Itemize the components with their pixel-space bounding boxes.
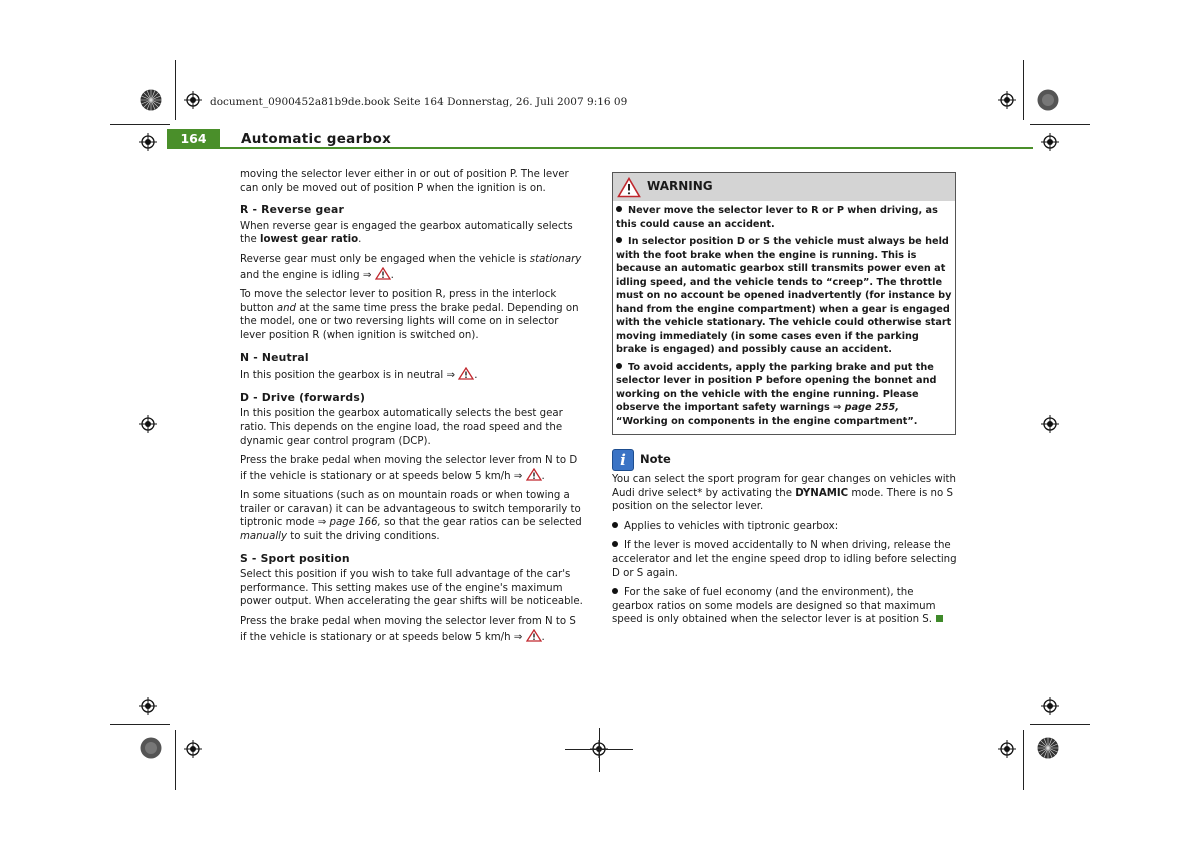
- paragraph: [612, 473, 957, 514]
- text: In this position the gearbox is in neutral ⇒: [240, 370, 459, 382]
- crop-mark: [599, 728, 600, 772]
- note-header: [612, 449, 957, 471]
- text: You can select the sport program for gear changes on vehicles with Audi drive select* by activating the: [612, 474, 957, 499]
- paragraph: [240, 489, 585, 543]
- warning-triangle-icon: [617, 177, 641, 198]
- text: at the same time press the brake pedal. Depending on the model, one or two reversing lights will come on in selector lever position R (when ignition is switched on).: [240, 302, 579, 341]
- emphasis: DYNAMIC: [795, 487, 849, 499]
- registration-mark-icon: [139, 697, 157, 715]
- text: To avoid accidents, apply the parking brake and put the selector lever in position P before opening the bonnet and working on the vehicle with the engine running. Please observe the important safety warnings ⇒: [616, 361, 937, 413]
- warning-reference-icon: [458, 367, 474, 380]
- page-number: 164: [180, 131, 207, 146]
- warning-item: [616, 235, 952, 357]
- warning-item: [616, 361, 952, 429]
- crop-mark: [1023, 730, 1024, 790]
- bullet-icon: [612, 588, 618, 594]
- text: Reverse gear must only be engaged when the vehicle is: [240, 253, 530, 265]
- text: In some situations (such as on mountain roads or when towing a trailer or caravan) it can be advantageous to switch temporarily to tiptronic mode ⇒: [240, 490, 581, 529]
- color-target-icon: [140, 89, 162, 111]
- section-end-icon: [936, 615, 943, 622]
- text: Press the brake pedal when moving the selector lever from N to S if the vehicle is stationary or at speeds below 5 km/h ⇒: [240, 616, 576, 643]
- note-title: Note: [640, 452, 671, 467]
- page-reference-link[interactable]: page 255,: [844, 402, 899, 413]
- paragraph: Press the brake pedal when moving the selector lever from N to S if the vehicle is stationary or at speeds below 5 km/h ⇒ .: [240, 616, 576, 643]
- warning-body: [613, 201, 955, 434]
- text: If the lever is moved accidentally to N when driving, release the accelerator and let the engine speed drop to idling before selecting D or S again.: [612, 540, 957, 579]
- text: For the sake of fuel economy (and the environment), the gearbox ratios on some models are designed so that maximum speed is only obtained when the selector lever is at position S.: [612, 587, 936, 626]
- warning-reference-icon: [375, 267, 391, 280]
- right-column: [612, 172, 957, 633]
- bullet-icon: [616, 363, 622, 369]
- left-column: [240, 168, 585, 650]
- registration-mark-icon: [139, 415, 157, 433]
- crop-mark: [1023, 60, 1024, 120]
- paragraph: In this position the gearbox is in neutral ⇒ .: [240, 367, 585, 383]
- crop-mark: [175, 60, 176, 120]
- registration-mark-icon: [1041, 133, 1059, 151]
- warning-item: [616, 204, 952, 231]
- info-icon: i: [612, 449, 634, 471]
- bullet-icon: [612, 522, 618, 528]
- section-heading-reverse: R - Reverse gear: [240, 203, 345, 217]
- paragraph: In this position the gearbox automatically selects the best gear ratio. This depends on the engine load, the road speed and the dynamic gear control program (DCP).: [240, 408, 563, 447]
- registration-mark-icon: [184, 91, 202, 109]
- text: To move the selector lever to position R, press in the interlock button: [240, 289, 557, 314]
- paragraph: Reverse gear must only be engaged when the vehicle is stationary and the engine is idling ⇒ .: [240, 253, 582, 281]
- registration-mark-icon: [1041, 697, 1059, 715]
- registration-mark-icon: [998, 740, 1016, 758]
- text: Never move the selector lever to R or P when driving, as this could cause an accident.: [616, 205, 938, 230]
- emphasis: and: [276, 302, 297, 314]
- warning-box: [612, 172, 956, 435]
- crop-mark: [110, 124, 170, 125]
- note-item: [612, 520, 957, 534]
- registration-mark-icon: [1041, 415, 1059, 433]
- crop-mark: [1030, 724, 1090, 725]
- emphasis: manually: [240, 531, 288, 543]
- paragraph: [240, 220, 585, 247]
- bullet-icon: [612, 541, 618, 547]
- warning-header: [613, 173, 955, 201]
- text: and the engine is idling ⇒: [240, 269, 375, 281]
- registration-mark-icon: [998, 91, 1016, 109]
- note-item: [612, 586, 957, 627]
- color-target-icon: [1037, 89, 1059, 111]
- page-reference-link[interactable]: page 166,: [329, 517, 381, 529]
- crop-mark: [110, 724, 170, 725]
- color-target-icon: [140, 737, 162, 759]
- page-title: Automatic gearbox: [241, 131, 392, 147]
- text: to suit the driving conditions.: [287, 531, 440, 543]
- text: When reverse gear is engaged the gearbox automatically selects the: [240, 220, 573, 246]
- bullet-icon: [616, 237, 622, 243]
- bullet-icon: [616, 206, 622, 212]
- text: so that the gear ratios can be selected: [380, 517, 582, 529]
- section-heading-drive: D - Drive (forwards): [240, 390, 366, 404]
- print-file-header: document_0900452a81b9de.book Seite 164 Donnerstag, 26. Juli 2007 9:16 09: [210, 96, 628, 108]
- text: Press the brake pedal when moving the selector lever from N to D if the vehicle is stationary or at speeds below 5 km/h ⇒: [240, 455, 578, 482]
- text: Applies to vehicles with tiptronic gearbox:: [624, 520, 839, 532]
- text: mode. There is no S position on the selector lever.: [612, 487, 953, 513]
- text: “Working on components in the engine compartment”.: [616, 415, 918, 427]
- warning-reference-icon: [526, 629, 542, 642]
- section-heading-neutral: N - Neutral: [240, 350, 309, 364]
- emphasis: lowest gear ratio: [259, 234, 359, 246]
- paragraph: Press the brake pedal when moving the selector lever from N to D if the vehicle is stationary or at speeds below 5 km/h ⇒ .: [240, 455, 578, 482]
- text: In selector position D or S the vehicle must always be held with the foot brake when the engine is running. This is because an automatic gearbox still transmits power even at idling speed, and the vehicle tends to “creep”. The throttle must on no account be opened inadvertently (for instance by hand from the engine compartment) when a gear is engaged with the vehicle stationary. The vehicle could otherwise start moving immediately (in some cases even if the parking brake is engaged) and possibly cause an accident.: [616, 236, 952, 355]
- emphasis: stationary: [529, 253, 582, 265]
- registration-mark-icon: [184, 740, 202, 758]
- note-item: [612, 539, 957, 580]
- registration-mark-icon: [139, 133, 157, 151]
- header-rule: [167, 147, 1033, 149]
- paragraph: Select this position if you wish to take full advantage of the car's performance. This setting makes use of the engine's maximum power output. When accelerating the gear shifts will be noticeable.: [240, 569, 583, 608]
- text: .: [358, 234, 362, 246]
- section-heading-sport: S - Sport position: [240, 551, 350, 565]
- color-target-icon: [1037, 737, 1059, 759]
- warning-reference-icon: [526, 468, 542, 481]
- crop-mark: [1030, 124, 1090, 125]
- paragraph: moving the selector lever either in or out of position P. The lever can only be moved out of position P when the ignition is on.: [240, 169, 569, 194]
- warning-title: WARNING: [647, 179, 713, 194]
- paragraph: [240, 288, 585, 342]
- crop-mark: [175, 730, 176, 790]
